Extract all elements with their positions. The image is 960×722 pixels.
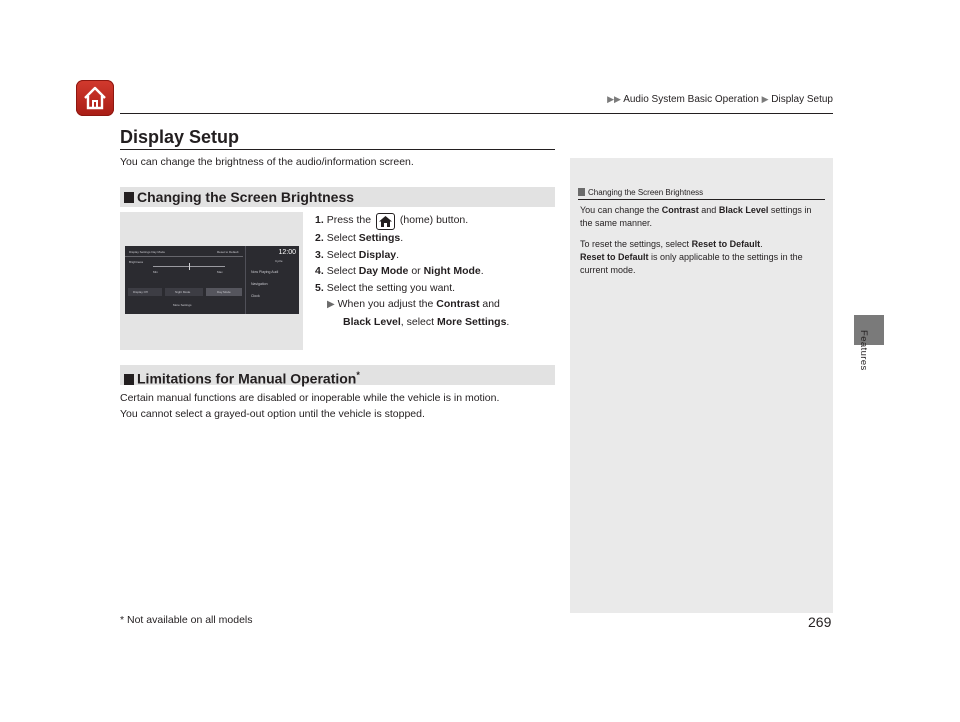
home-icon[interactable] xyxy=(76,80,114,116)
page-title: Display Setup xyxy=(120,127,240,147)
screen-more-settings: More Settings xyxy=(173,303,192,307)
section-square-icon xyxy=(124,374,134,385)
screen-btn-night-mode: Night Mode xyxy=(175,290,191,294)
breadcrumb-arrow-icon: ▶▶ xyxy=(607,94,621,104)
step-5: 5. Select the setting you want. xyxy=(315,281,456,294)
note-heading: Changing the Screen Brightness xyxy=(578,188,703,197)
step-1: 1. Press the (home) button. xyxy=(315,212,509,230)
header-divider xyxy=(120,113,833,114)
sub-arrow-icon: ▶ xyxy=(327,299,335,310)
section-heading-brightness xyxy=(120,187,555,207)
screen-reset: Reset to Default xyxy=(217,250,239,254)
step-4: 4. Select Day Mode or Night Mode. xyxy=(315,265,484,277)
step-2: 2. Select Settings. xyxy=(315,232,404,244)
screen-btn-day-mode: Day Mode xyxy=(217,290,231,294)
breadcrumb xyxy=(607,94,833,105)
note-divider xyxy=(578,199,825,200)
screen-clock: 12:00 xyxy=(278,249,296,256)
note-body xyxy=(580,204,825,285)
side-label: Features xyxy=(858,330,869,371)
screen-min: Min xyxy=(153,270,158,274)
display-screen xyxy=(125,246,299,314)
screen-illustration xyxy=(120,212,303,350)
note-panel xyxy=(570,158,833,613)
steps-list xyxy=(315,212,509,330)
screen-menu-navigation: Navigation xyxy=(251,282,268,286)
screen-btn-display-off: Display Off xyxy=(133,290,148,294)
note-paragraph-1: You can change the Contrast and Black Level settings in the same manner. xyxy=(580,205,812,228)
screen-title: Display Settings Day Mode xyxy=(129,250,166,254)
breadcrumb-arrow-icon: ▶ xyxy=(761,94,769,104)
step-5-note-cont: Black Level, select More Settings. xyxy=(343,315,510,328)
limitations-text xyxy=(120,390,499,422)
note-book-icon xyxy=(578,188,585,196)
screen-cycle: Cycle xyxy=(275,259,283,263)
section-heading-text: Changing the Screen Brightness xyxy=(137,189,355,205)
title-divider xyxy=(120,149,555,150)
step-5-note: ▶ When you adjust the Contrast and xyxy=(327,298,500,310)
footnote: * Not available on all models xyxy=(120,614,253,626)
footnote-marker: * xyxy=(356,370,360,380)
section-square-icon xyxy=(124,192,134,203)
note-paragraph-2: To reset the settings, select Reset to Default. Reset to Default is only applicable to the settings in the current mode. xyxy=(580,239,803,275)
section-heading-text: Limitations for Manual Operation xyxy=(137,370,357,387)
home-button-icon xyxy=(376,213,395,230)
breadcrumb-item-audio[interactable]: Audio System Basic Operation xyxy=(623,94,759,105)
page-number: 269 xyxy=(808,614,832,630)
screen-brightness-label: Brightness xyxy=(129,260,144,264)
screen-menu-audio: Now Playing Audi xyxy=(251,270,279,274)
step-3: 3. Select Display. xyxy=(315,248,400,261)
breadcrumb-item-display[interactable]: Display Setup xyxy=(771,94,833,105)
screen-max: Max xyxy=(217,270,223,274)
section-heading-limitations xyxy=(120,365,555,385)
limitations-line-1: Certain manual functions are disabled or inoperable while the vehicle is in motion. xyxy=(120,392,500,404)
limitations-line-2: You cannot select a grayed-out option until the vehicle is stopped. xyxy=(120,408,425,420)
screen-menu-clock: Clock xyxy=(251,294,260,298)
intro-text: You can change the brightness of the audio/information screen. xyxy=(120,156,414,168)
